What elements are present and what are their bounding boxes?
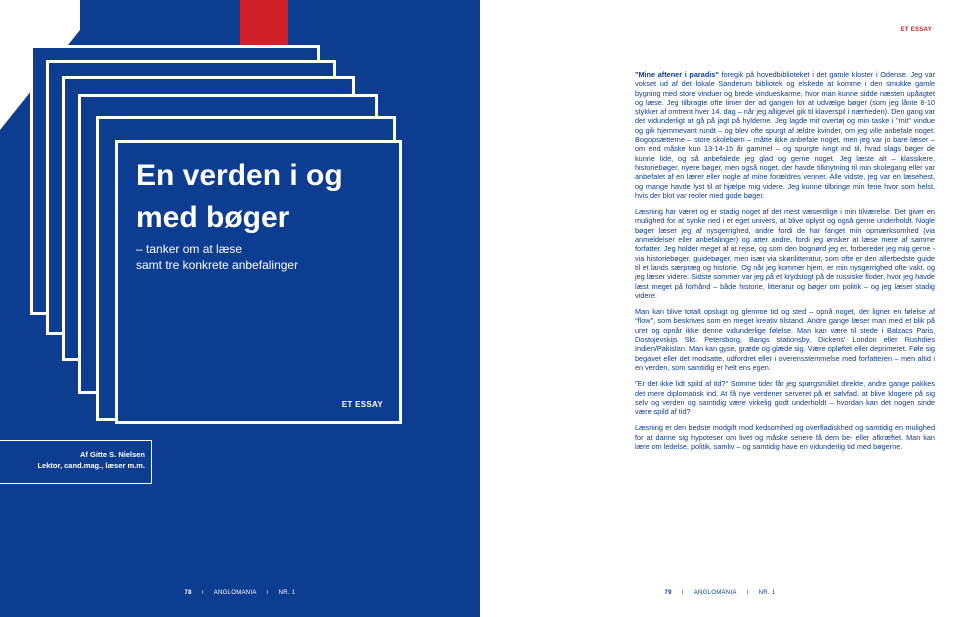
right-footer-separator: I — [746, 590, 749, 596]
right-footer-separator: I — [681, 590, 684, 596]
paragraph-2: Læsning har været og er stadig noget af det mest væsentlige i min tilværelse. Det giver en mulighed for at synke ned i et eget univers, at blive oplyst og også gerne underholdt. Nogle bøger læser jeg af nysgerrighed, andre fordi de har fanget min opmærksomhed (via anmeldelser eller anbefalinger) og atter andre, fordi jeg ønsker at læse mere af samme forfatter. Jeg holder meget af at rejse, og som den bognørd jeg er, forbereder jeg mig gerne - via historiebøger, guidebøger, men især via skønlitteratur, som ofte er den allerbedste guide til et lands særpræg og historie. Og når jeg kommer hjem, er min nysgerrighed ofte vakt, og jeg læser videre. Sidste sommer var jeg på et krydstogt på de russiske floder, hvor jeg havde læst meget på forhånd – både historie, litteratur og bøger om politik – og jeg læser stadig videre. — [635, 207, 935, 300]
left-footer-separator: I — [266, 590, 269, 596]
cover-title: En verden i og med bøger — [136, 159, 343, 234]
paragraph-1-text: foregik på hovedbiblioteket i det gamle kloster i Odense. Jeg var vokset ud af det lokale Sanderum bibliotek og elskede at komme i den smukke gamle bygning med store vinduer og brede vindueskarme, hvor man kunne sidde næsten upåagtet og læse. Jeg tilbragte ofte timer der ad gangen for at udvælge bøger (som jeg lånte 8-10 stykker af omtrent hver 14. dag – når jeg alligevel gik til klaverspil i nærheden). Den gang var det vidunderligt at gå på jagt på hylderne. Jeg lagde mit overtøj og min taske i "mit" vindue og gik hjemmevant rundt – og blev ofte spurgt af ældre kvinder, om jeg ville anbefale noget. Bogopsætterne – store skolebørn – måtte ikke anbefale noget, men jeg var jo bare læser – om end måske kun 13-14-15 år gammel – og spurgte ivrigt ind til, hvad slags bøger de kunne lide, og så anbefalede jeg glad og gerne noget. Jeg læste alt – klassikere, historiebøger, nyere bøger, men også noget, der havde tilknytning til min skolegang eller var anbefalet af en lærer eller nogle af mine forældres venner. Alle vidste, jeg var en læsehest, og mange havde lyst til at hjælpe mig videre. Jeg kunne tilbringe min ferie hvor som helst, hvis der blot var reoler med gode bøger. — [635, 70, 936, 200]
paragraph-1 — [635, 70, 935, 200]
cover-card — [115, 140, 402, 424]
left-page-number: 78 — [184, 590, 192, 596]
right-page — [480, 0, 960, 617]
section-tag: ET ESSAY — [900, 27, 932, 33]
paragraph-1-lead: "Mine aftener i paradis" — [635, 70, 719, 79]
left-footer-magazine: ANGLOMANIA — [213, 590, 257, 596]
author-box — [0, 440, 152, 484]
right-footer — [480, 590, 960, 596]
left-footer — [0, 590, 480, 596]
paragraph-4: "Er det ikke lidt spild af tid?" Somme tider får jeg spørgsmålet direkte, andre gange pakkes det mere diplomatisk ind. At få nye verdener serveret på et sølvfad, at blive klogere på sig selv og verden og samtidig være virkelig godt underholdt – hvordan kan det nogen sinde være spild af tid? — [635, 379, 935, 417]
paragraph-3: Man kan blive totalt opslugt og glemme tid og sted – opnå noget, der ligner en følelse af "flow", som beskrives som en meget kreativ tilstand. Andre gange læser man med et blik på uret og opnår ikke denne vidunderlige følelse. Man kan være til stede i Balzacs Paris, Dostojevskijs Skt. Petersborg, Bangs stationsby, Dickens' London eller Rushdies Indien/Pakistan. Man kan gyse, græde og glæde sig. Være opløftet eller deprimeret. Føle sig begavet eller det modsatte, udfordret eller i overensstemmelse med forfatteren – men altid i en verden, som samtidig er helt ens egen. — [635, 307, 935, 372]
author-title: Lektor, cand.mag., læser m.m. — [37, 461, 145, 470]
article-body — [635, 70, 935, 458]
right-footer-issue: NR. 1 — [758, 590, 776, 596]
right-page-number: 79 — [664, 590, 672, 596]
cover-essay-label: ET ESSAY — [341, 400, 383, 409]
left-footer-issue: NR. 1 — [278, 590, 296, 596]
right-footer-magazine: ANGLOMANIA — [693, 590, 737, 596]
cover-subtitle: – tanker om at læse samt tre konkrete anbefalinger — [136, 242, 299, 272]
paragraph-5: Læsning er den bedste modgift mod kedsomhed og overfladiskhed og samtidig en mulighed for at danne sig hypoteser om livet og måske senere få dem be- eller afkræftet. Man kan lære om ledelse, politik, samliv – og samtidig have en vidunderlig tid med bøgerne. — [635, 423, 935, 451]
author-name: Af Gitte S. Nielsen — [79, 450, 145, 459]
left-footer-separator: I — [201, 590, 204, 596]
